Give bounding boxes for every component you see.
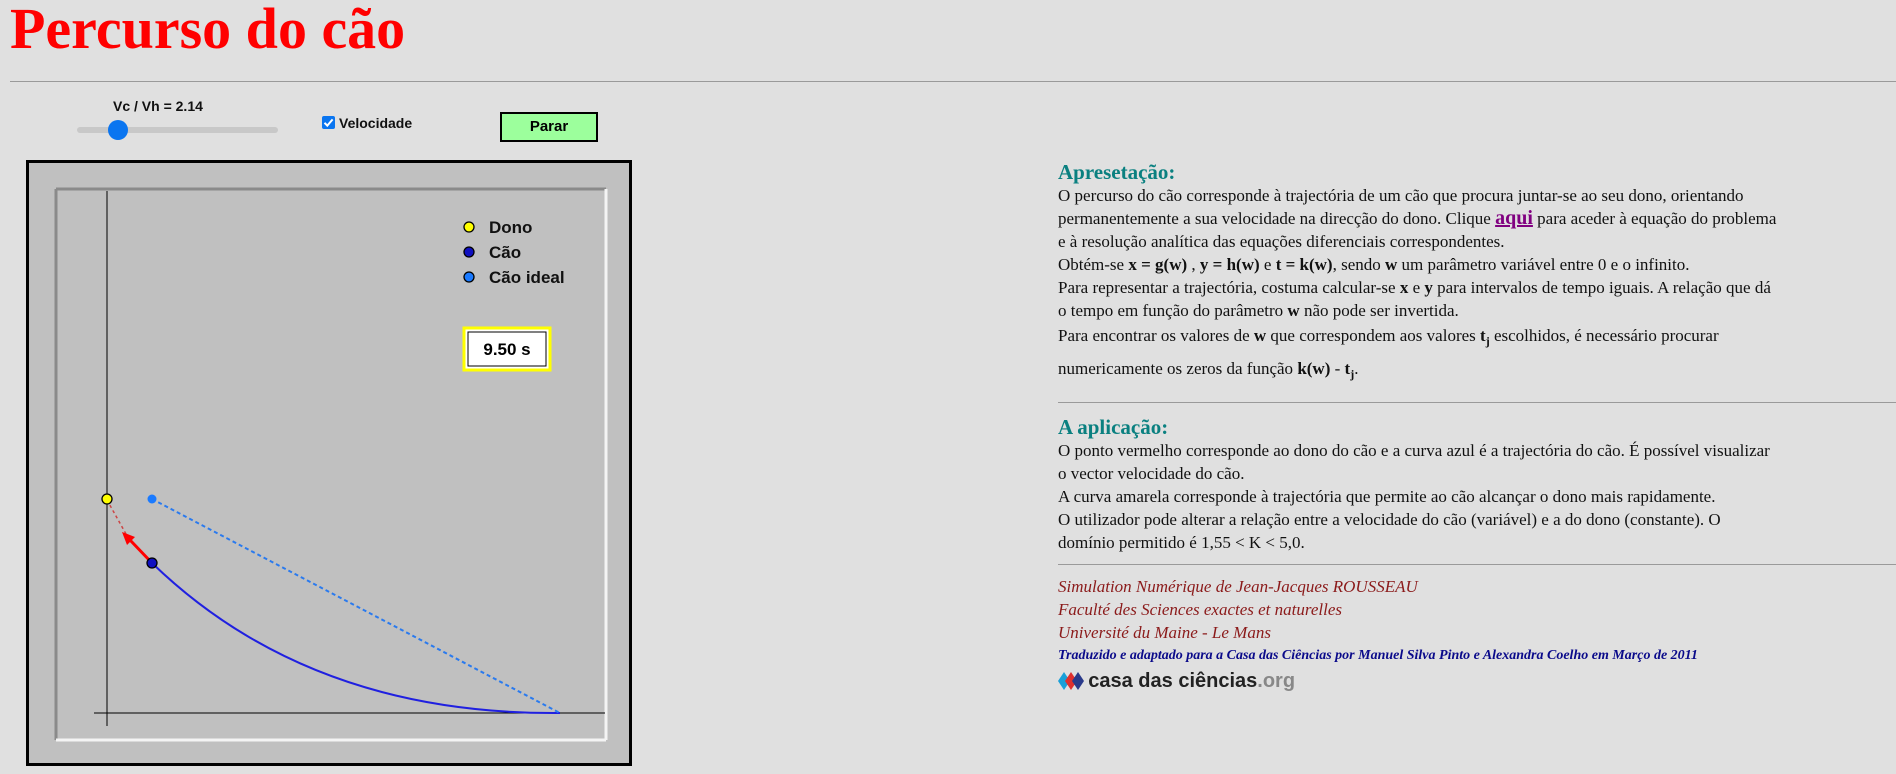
legend-dog-marker: [464, 247, 474, 257]
equation-link[interactable]: aqui: [1495, 207, 1533, 229]
legend-owner-label: Dono: [489, 218, 533, 237]
velocity-toggle[interactable]: [322, 115, 412, 131]
legend-owner-marker: [464, 222, 474, 232]
presentation-line: permanentemente a sua velocidade na direcção do dono. Clique aqui para aceder à equação do problema: [1058, 207, 1777, 229]
logo-mark-icon: [1058, 670, 1084, 692]
logo-text: casa das ciências: [1088, 670, 1258, 692]
presentation-line: numericamente os zeros da função $k(w) - t_j$.: [1058, 359, 1359, 381]
credit-line: Faculté des Sciences exactes et naturelles: [1058, 600, 1343, 619]
presentation-title: Apresetação:: [1058, 160, 1176, 184]
velocity-label: Velocidade: [339, 115, 413, 131]
application-line: O ponto vermelho corresponde ao dono do cão e a curva azul é a trajectória do cão. É possível visualizar: [1058, 441, 1770, 460]
speed-ratio-label: Vc / Vh = 2.14: [113, 98, 203, 114]
checkmark-icon: [322, 116, 335, 129]
presentation-line: Obtém-se x = g(w) , y = h(w) e t = k(w), sendo w um parâmetro variável entre 0 e o infinito.: [1058, 255, 1690, 274]
info-panel: [1058, 160, 1896, 696]
application-line: domínio permitido é 1,55 < K < 5,0.: [1058, 533, 1305, 552]
legend-ideal-label: Cão ideal: [489, 268, 565, 287]
owner-point: [102, 494, 112, 504]
ideal-path: [152, 499, 560, 713]
speed-ratio-slider[interactable]: [77, 127, 278, 133]
simulation-canvas[interactable]: [26, 160, 632, 766]
ideal-dog-point: [148, 495, 157, 504]
dog-path: [152, 563, 560, 713]
dog-owner-line: [107, 500, 126, 534]
title-divider: [10, 81, 1896, 82]
presentation-line: O percurso do cão corresponde à trajectória de um cão que procura juntar-se ao seu dono, orientando: [1058, 186, 1744, 205]
stop-button[interactable]: Parar: [500, 112, 598, 142]
legend-ideal-marker: [464, 272, 474, 282]
presentation-line: e à resolução analítica das equações diferenciais correspondentes.: [1058, 232, 1505, 251]
application-line: A curva amarela corresponde à trajectória que permite ao cão alcançar o dono mais rapidamente.: [1058, 487, 1716, 506]
dog-point: [147, 558, 157, 568]
presentation-line: Para representar a trajectória, costuma calcular-se x e y para intervalos de tempo iguais. A relação que dá: [1058, 278, 1771, 297]
presentation-line: o tempo em função do parâmetro w não pode ser invertida.: [1058, 301, 1459, 320]
section-divider: [1058, 564, 1896, 565]
application-line: O utilizador pode alterar a relação entre a velocidade do cão (variável) e a do dono (constante). O: [1058, 510, 1721, 529]
velocity-checkbox[interactable]: [322, 116, 335, 129]
presentation-line: Para encontrar os valores de w que correspondem aos valores $t_j$ escolhidos, é necessário procurar: [1058, 326, 1719, 348]
application-line: o vector velocidade do cão.: [1058, 464, 1245, 483]
slider-thumb[interactable]: [108, 120, 128, 140]
time-display: 9.50 s: [483, 340, 531, 359]
credit-line: Simulation Numérique de Jean-Jacques ROUSSEAU: [1058, 577, 1418, 596]
logo-suffix: .org: [1257, 670, 1296, 692]
application-title: A aplicação:: [1058, 415, 1169, 439]
translation-credit: Traduzido e adaptado para a Casa das Ciências por Manuel Silva Pinto e Alexandra Coelho em Março de 2011: [1058, 648, 1698, 663]
simulation-drawing: [29, 163, 629, 763]
casa-das-ciencias-logo: [1058, 670, 1896, 696]
credit-line: Université du Maine - Le Mans: [1058, 623, 1271, 642]
page-title: Percurso do cão: [10, 0, 406, 61]
section-divider: [1058, 402, 1896, 403]
legend-dog-label: Cão: [489, 243, 522, 262]
